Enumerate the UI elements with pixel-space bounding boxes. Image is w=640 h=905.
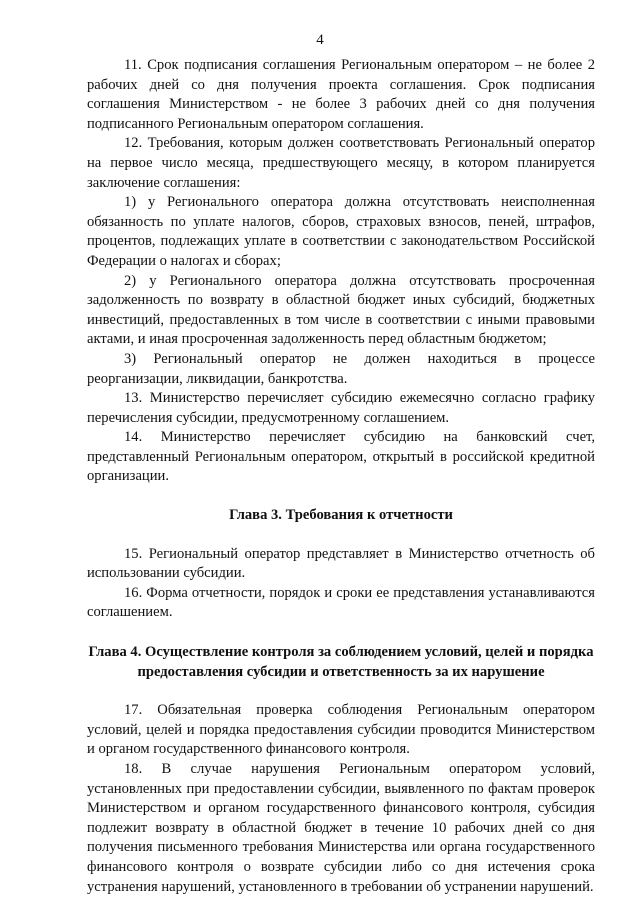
paragraph-12-item-2: 2) у Регионального оператора должна отсутствовать просроченная задолженность по возврату в областной бюджет иных субсидий, бюджетных инвестиций, предоставленных в том числе в соответствии с иными правовыми актами, и иная просроченная задолженность перед областным бюджетом; bbox=[87, 272, 595, 348]
paragraph-12-item-1: 1) у Регионального оператора должна отсутствовать неисполненная обязанность по уплате налогов, сборов, страховых взносов, пеней, штрафов, процентов, подлежащих уплате в соответствии с законодательством Российской Федерации о налогах и сборах; bbox=[87, 194, 595, 269]
paragraph-15: 15. Региональный оператор представляет в Министерство отчетность об использовании субсидии. bbox=[87, 545, 595, 582]
paragraph-12: 12. Требования, которым должен соответствовать Региональный оператор на первое число месяца, предшествующего месяцу, в котором планируется заключение соглашения: bbox=[87, 135, 595, 191]
paragraph-18: 18. В случае нарушения Региональным оператором условий, установленных при предоставлении субсидии, выявленного по фактам проверок Министерством и органом государственного финансового контроля, субсидия подлежит возврату в областной бюджет в течение 10 рабочих дней со дня получения письменного требования Министерства или органа государственного финансового контроля о возврате субсидии либо со дня истечения срока устранения нарушений, установленного в требовании об устранении нарушений. bbox=[87, 761, 595, 895]
chapter-3-heading: Глава 3. Требования к отчетности bbox=[229, 507, 453, 524]
paragraph-12-item-3: 3) Региональный оператор не должен находиться в процессе реорганизации, ликвидации, банкротства. bbox=[87, 350, 595, 387]
page-number: 4 bbox=[316, 32, 324, 48]
paragraph-14: 14. Министерство перечисляет субсидию на банковский счет, представленный Региональным оператором, открытый в российской кредитной организации. bbox=[87, 429, 595, 485]
chapter-4-heading: Глава 4. Осуществление контроля за соблюдением условий, целей и порядка предоставления субсидии и ответственность за их нарушение bbox=[88, 644, 594, 680]
paragraph-13: 13. Министерство перечисляет субсидию ежемесячно согласно графику перечисления субсидии, предусмотренному соглашением. bbox=[87, 390, 595, 426]
paragraph-16: 16. Форма отчетности, порядок и сроки ее представления устанавливаются соглашением. bbox=[87, 584, 595, 621]
paragraph-17: 17. Обязательная проверка соблюдения Региональным оператором условий, целей и порядка предоставления субсидии проводится Министерством и органом государственного финансового контроля. bbox=[87, 702, 595, 758]
document-body bbox=[87, 56, 595, 897]
paragraph-11: 11. Срок подписания соглашения Региональным оператором – не более 2 рабочих дней со дня получения проекта соглашения. Срок подписания соглашения Министерством - не более 3 рабочих дней со дня получения подписанного Региональным оператором соглашения. bbox=[87, 57, 595, 132]
